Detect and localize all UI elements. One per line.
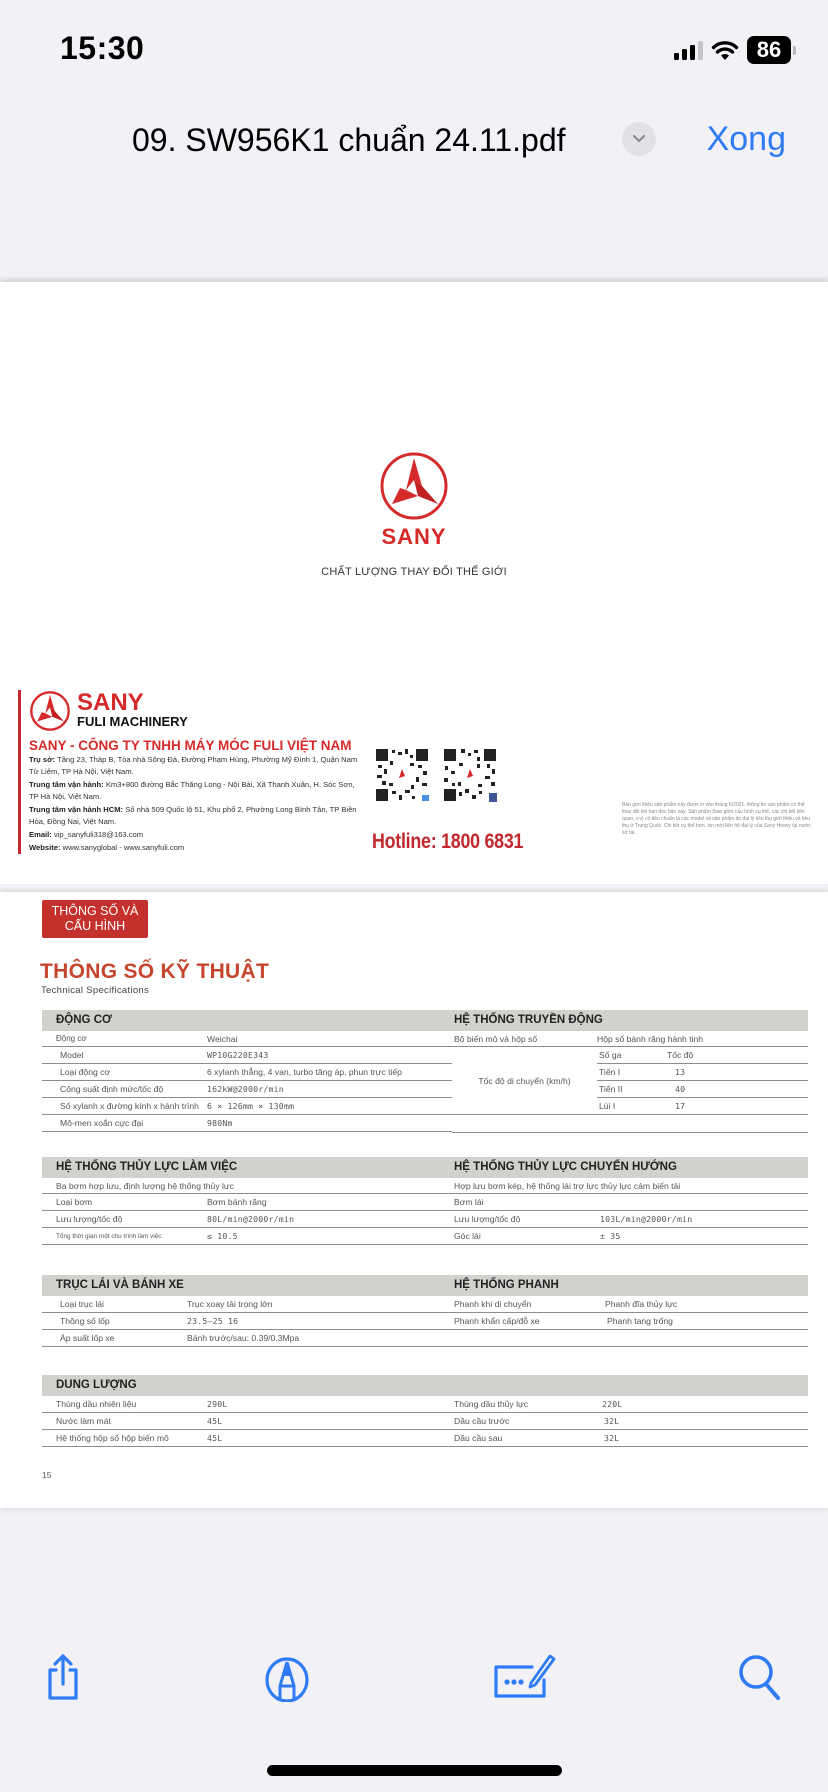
table-row: Số xylanh x đường kính x hành trình 6 × 126mm × 130mm: [42, 1098, 452, 1115]
table-row: Ba bơm hợp lưu, định lượng hệ thống thủy lực: [42, 1178, 452, 1194]
cellular-signal-icon: [674, 40, 703, 60]
axles-section: [42, 1275, 452, 1347]
home-indicator[interactable]: [267, 1765, 562, 1776]
hotline: Hotline: 1800 6831: [372, 830, 524, 853]
company-name: SANY - CÔNG TY TNHH MÁY MÓC FULI VIỆT NAM: [29, 738, 352, 753]
table-row: Hợp lưu bơm kép, hệ thống lái trợ lực thủy lực cảm biến tải: [452, 1178, 808, 1194]
footer-brand: [29, 690, 358, 732]
disclaimer: Bản giới thiệu sản phẩm này được in vào tháng 6/2021, thông tin sản phẩm có thể thay đổi khi bạn đọc bản này. Sản phẩm (bao gồm cấu hình cụ thể, các chi tiết liên quan, v.v) có tiêu chuẩn là các model và sản phẩm do đại lý tiêu thụ giới thiệu và tiêu thụ ở Trung Quốc. Chi tiết cụ thể hơn, xin mời liên hệ đại lý của Sany Heavy tại nước sở tại.: [622, 802, 811, 836]
ops-address: Trung tâm vận hành: Km3+800 đường Bắc Thăng Long - Nội Bài, Xã Thanh Xuân, H. Sóc Sơn, TP Hà Nội, Việt Nam.: [29, 780, 355, 801]
status-bar: [0, 0, 828, 100]
done-button[interactable]: Xong: [706, 120, 786, 158]
table-row: Áp suất lốp xe Bánh trước/sau: 0.39/0.3Mpa: [42, 1330, 452, 1347]
table-row-empty: [452, 1330, 808, 1347]
wifi-icon: [711, 39, 739, 61]
table-row: Động cơ Weichai: [42, 1031, 452, 1047]
travel-speed-label: Tốc độ di chuyển (km/h): [452, 1047, 597, 1115]
table-row: Loại trục lái Trục xoay tải trọng lớn: [42, 1296, 452, 1313]
section-header: HỆ THỐNG THỦY LỰC CHUYỂN HƯỚNG: [452, 1157, 808, 1178]
website: Website: www.sanyglobal - www.sanyfuli.com: [29, 843, 185, 852]
nav-bar: [0, 108, 828, 172]
table-row: Phanh khẩn cấp/đỗ xe Phanh tang trống: [452, 1313, 808, 1330]
table-row: Model WP10G220E343: [42, 1047, 452, 1064]
sany-logo-icon: [378, 450, 450, 522]
table-row: Tiến II 40: [597, 1081, 808, 1098]
table-row: Thông số lốp 23.5–25 16: [42, 1313, 452, 1330]
capacity-section: [42, 1375, 808, 1447]
steering-hydraulics-section: [452, 1157, 808, 1245]
table-row: Loại động cơ 6 xylanh thẳng, 4 van, turbo tăng áp, phun trực tiếp: [42, 1064, 452, 1081]
search-icon: [738, 1652, 784, 1702]
status-time: 15:30: [60, 30, 145, 66]
work-hydraulics-section: [42, 1157, 452, 1245]
section-header: ĐỘNG CƠ: [42, 1010, 452, 1031]
zalo-qr-code: [374, 747, 430, 803]
section-header: TRỤC LÁI VÀ BÁNH XE: [42, 1275, 452, 1296]
table-row: Tổng thời gian một chu trình làm việc ≤ 10.5: [42, 1228, 452, 1245]
share-button[interactable]: [42, 1652, 84, 1707]
table-row: Tiến I 13: [597, 1064, 808, 1081]
table-row: Bơm lái: [452, 1194, 808, 1211]
page-number: 15: [42, 1470, 52, 1480]
spec-title: THÔNG SỐ KỸ THUẬT: [40, 960, 270, 983]
table-row: Bộ biến mô và hộp số Hộp số bánh răng hành tinh: [452, 1031, 808, 1047]
markup-pen-icon: [264, 1652, 310, 1702]
company-footer: [18, 690, 358, 854]
table-row: Lùi I 17: [597, 1098, 808, 1115]
pdf-page-2[interactable]: [0, 892, 828, 1508]
markup-button[interactable]: [264, 1652, 310, 1707]
bottom-toolbar: [0, 1652, 828, 1712]
status-icons: [674, 36, 796, 64]
table-row: Phanh khi di chuyển Phanh đĩa thủy lực: [452, 1296, 808, 1313]
search-button[interactable]: [738, 1652, 784, 1707]
footer-brand-sub: FULI MACHINERY: [77, 714, 188, 729]
table-row: Thùng dầu nhiên liệu 290L: [42, 1396, 452, 1413]
brakes-section: [452, 1275, 808, 1347]
slogan: CHẤT LƯỢNG THAY ĐỔI THẾ GIỚI: [321, 566, 507, 578]
table-row: Loại bơm Bơm bánh răng: [42, 1194, 452, 1211]
table-row: Thùng dầu thủy lực 220L: [452, 1396, 808, 1413]
chevron-down-icon[interactable]: [622, 122, 656, 156]
section-tab-badge: THÔNG SỐ VÀ CẤU HÌNH: [42, 900, 148, 938]
section-header: HỆ THỐNG PHANH: [452, 1275, 808, 1296]
engine-section: [42, 1010, 452, 1132]
table-row: Dầu cầu trước 32L: [452, 1413, 808, 1430]
section-header: HỆ THỐNG THỦY LỰC LÀM VIỆC: [42, 1157, 452, 1178]
logo-wordmark: SANY: [381, 524, 447, 549]
table-row: Nước làm mát 45L: [42, 1413, 452, 1430]
battery-icon: [747, 36, 796, 64]
table-row-empty: [452, 1115, 808, 1133]
table-row: Góc lái ± 35: [452, 1228, 808, 1245]
facebook-qr-code: [442, 747, 498, 803]
ops-hcm-address: Trung tâm vận hành HCM: Số nhà 509 Quốc lộ 51, Khu phố 2, Phường Long Bình Tân, TP Biên Hòa, Đồng Nai, Việt Nam.: [29, 805, 357, 826]
sany-logo-block: [0, 450, 828, 578]
sany-small-logo-icon: [29, 690, 71, 732]
table-row: Mô-men xoắn cực đại 980Nm: [42, 1115, 452, 1132]
section-header: DUNG LƯỢNG: [42, 1375, 808, 1396]
signature-button[interactable]: [492, 1652, 558, 1707]
table-row: Công suất định mức/tốc độ 162kW@2000r/min: [42, 1081, 452, 1098]
signature-icon: [492, 1652, 558, 1702]
section-header: HỆ THỐNG TRUYỀN ĐỘNG: [452, 1010, 808, 1031]
document-title[interactable]: 09. SW956K1 chuẩn 24.11.pdf: [132, 122, 566, 158]
table-row: Lưu lượng/tốc độ 103L/min@2000r/min: [452, 1211, 808, 1228]
table-row: Dầu cầu sau 32L: [452, 1430, 808, 1447]
footer-brand-name: SANY: [77, 689, 144, 716]
drivetrain-section: [452, 1010, 808, 1133]
share-icon: [42, 1652, 84, 1702]
table-row: Hệ thống hộp số hộp biến mô 45L: [42, 1430, 452, 1447]
table-row: Lưu lượng/tốc độ 80L/min@2000r/min: [42, 1211, 452, 1228]
hq-address: Trụ sở: Tầng 23, Tháp B, Tòa nhà Sông Đà, Đường Phạm Hùng, Phường Mỹ Đình 1, Quận Nam Từ Liêm, TP Hà Nội, Việt Nam.: [29, 755, 358, 776]
pdf-page-1[interactable]: [0, 282, 828, 884]
battery-level: 86: [747, 36, 791, 64]
qr-codes: [374, 747, 498, 803]
table-row: Số ga Tốc độ: [597, 1047, 808, 1064]
spec-subtitle: Technical Specifications: [41, 985, 150, 996]
email: Email: vip_sanyfuli318@163.com: [29, 830, 144, 839]
